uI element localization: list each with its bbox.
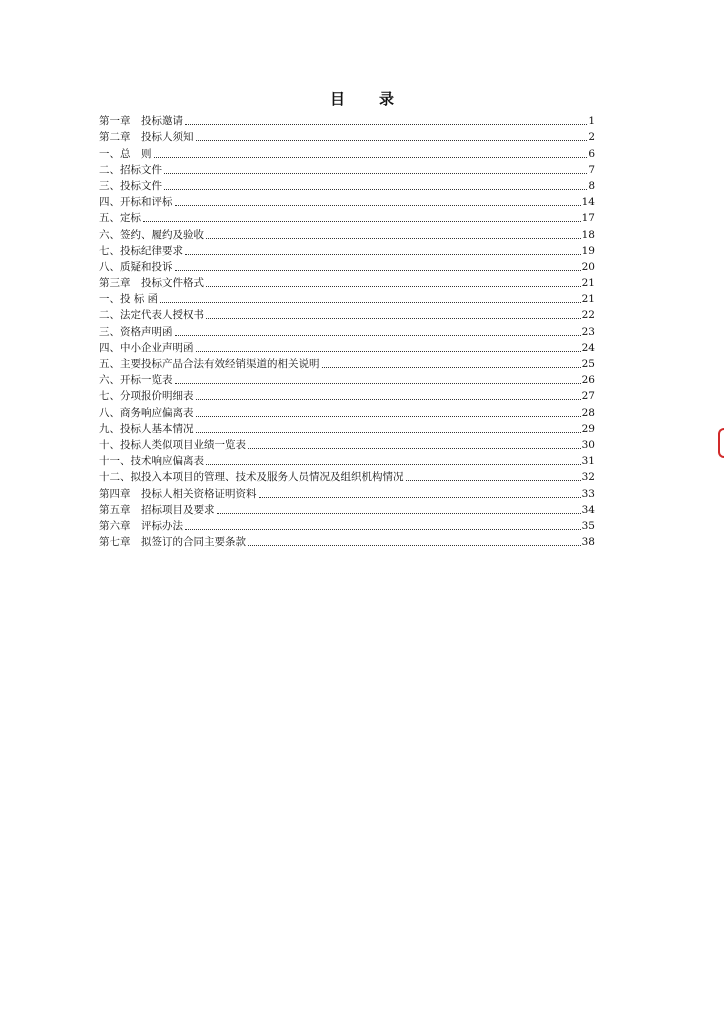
toc-page-number: 7 — [588, 163, 595, 176]
title-char-2: 录 — [379, 90, 395, 108]
toc-entry-label: 七、投标纪律要求 — [99, 244, 183, 257]
toc-leader-dots — [196, 431, 581, 433]
toc-page-number: 34 — [581, 503, 595, 516]
toc-entry-label: 第五章 招标项目及要求 — [99, 503, 215, 516]
toc-entry[interactable] — [99, 144, 595, 160]
toc-entry[interactable] — [99, 290, 595, 306]
toc-page-number: 21 — [581, 293, 595, 306]
toc-page-number: 1 — [588, 115, 595, 128]
toc-entry-label: 五、定标 — [99, 212, 141, 225]
toc-entry[interactable] — [99, 420, 595, 436]
toc-entry[interactable] — [99, 339, 595, 355]
toc-page-number: 26 — [581, 374, 595, 387]
toc-page-number: 17 — [581, 212, 595, 225]
toc-entry-label: 一、总 则 — [99, 147, 152, 160]
toc-leader-dots — [160, 301, 580, 303]
toc-leader-dots — [206, 285, 581, 287]
toc-entry[interactable] — [99, 193, 595, 209]
toc-page-number: 22 — [581, 309, 595, 322]
toc-page-number: 6 — [588, 147, 595, 160]
toc-page-number: 33 — [581, 487, 595, 500]
toc-entry-label: 十一、技术响应偏离表 — [99, 455, 204, 468]
toc-entry-label: 七、分项报价明细表 — [99, 390, 194, 403]
toc-leader-dots — [154, 156, 588, 158]
toc-entry[interactable] — [99, 387, 595, 403]
toc-leader-dots — [206, 237, 581, 239]
toc-entry-label: 四、中小企业声明函 — [99, 341, 194, 354]
toc-entry[interactable] — [99, 436, 595, 452]
toc-entry-label: 第七章 拟签订的合同主要条款 — [99, 536, 246, 549]
toc-page-number: 35 — [581, 519, 595, 532]
toc-leader-dots — [175, 269, 581, 271]
toc-leader-dots — [322, 366, 581, 368]
toc-leader-dots — [185, 528, 581, 530]
toc-entry-label: 三、投标文件 — [99, 179, 162, 192]
toc-page-number: 27 — [581, 390, 595, 403]
toc-entry-label: 第一章 投标邀请 — [99, 115, 183, 128]
toc-entry[interactable] — [99, 403, 595, 419]
toc-leader-dots — [248, 544, 581, 546]
toc-page-number: 20 — [581, 260, 595, 273]
toc-entry[interactable] — [99, 468, 595, 484]
title-char-1: 目 — [329, 90, 345, 108]
toc-leader-dots — [248, 447, 581, 449]
toc-page-number: 38 — [581, 536, 595, 549]
toc-entry[interactable] — [99, 209, 595, 225]
toc-entry[interactable] — [99, 128, 595, 144]
toc-page-number: 23 — [581, 325, 595, 338]
table-of-contents — [99, 112, 595, 549]
toc-page-number: 31 — [581, 455, 595, 468]
toc-entry[interactable] — [99, 306, 595, 322]
toc-entry-label: 六、开标一览表 — [99, 374, 173, 387]
toc-page-number: 29 — [581, 422, 595, 435]
toc-entry[interactable] — [99, 161, 595, 177]
toc-page-number: 25 — [581, 358, 595, 370]
toc-entry-label: 五、主要投标产品合法有效经销渠道的相关说明 — [99, 358, 320, 370]
toc-entry[interactable] — [99, 258, 595, 274]
toc-entry[interactable] — [99, 355, 595, 371]
toc-entry-label: 十二、拟投入本项目的管理、技术及服务人员情况及组织机构情况 — [99, 471, 404, 484]
toc-page-number: 21 — [581, 277, 595, 290]
toc-page-number: 8 — [588, 179, 595, 192]
toc-leader-dots — [196, 139, 588, 141]
toc-entry-label: 八、质疑和投诉 — [99, 260, 173, 273]
toc-entry-label: 二、法定代表人授权书 — [99, 309, 204, 322]
toc-entry-label: 第三章 投标文件格式 — [99, 277, 204, 290]
toc-entry[interactable] — [99, 517, 595, 533]
page-title — [0, 88, 724, 109]
toc-page-number: 32 — [581, 471, 595, 484]
toc-entry-label: 四、开标和评标 — [99, 196, 173, 209]
toc-entry-label: 二、招标文件 — [99, 163, 162, 176]
toc-leader-dots — [206, 317, 581, 319]
toc-entry[interactable] — [99, 484, 595, 500]
toc-leader-dots — [185, 253, 581, 255]
toc-entry[interactable] — [99, 177, 595, 193]
toc-page-number: 2 — [588, 131, 595, 144]
toc-entry-label: 一、投 标 函 — [99, 293, 159, 306]
toc-entry[interactable] — [99, 501, 595, 517]
toc-entry[interactable] — [99, 242, 595, 258]
toc-leader-dots — [196, 350, 581, 352]
toc-entry-label: 第四章 投标人相关资格证明资料 — [99, 487, 257, 500]
toc-leader-dots — [259, 496, 581, 498]
toc-entry-label: 九、投标人基本情况 — [99, 422, 194, 435]
toc-entry-label: 六、签约、履约及验收 — [99, 228, 204, 241]
toc-entry[interactable] — [99, 452, 595, 468]
toc-entry-label: 第六章 评标办法 — [99, 519, 183, 532]
toc-leader-dots — [185, 123, 587, 125]
toc-entry-label: 八、商务响应偏离表 — [99, 406, 194, 419]
red-seal-stamp-edge — [718, 428, 724, 458]
toc-leader-dots — [196, 398, 581, 400]
toc-page-number: 18 — [581, 228, 595, 241]
toc-page-number: 28 — [581, 406, 595, 419]
toc-entry-label: 十、投标人类似项目业绩一览表 — [99, 438, 246, 451]
toc-leader-dots — [175, 204, 581, 206]
toc-leader-dots — [206, 463, 581, 465]
toc-entry[interactable] — [99, 112, 595, 128]
toc-entry[interactable] — [99, 225, 595, 241]
toc-entry[interactable] — [99, 322, 595, 338]
toc-page-number: 24 — [581, 341, 595, 354]
toc-leader-dots — [175, 382, 581, 384]
toc-leader-dots — [175, 334, 581, 336]
toc-entry[interactable] — [99, 274, 595, 290]
toc-page-number: 14 — [581, 196, 595, 209]
toc-entry[interactable] — [99, 533, 595, 549]
toc-leader-dots — [406, 479, 581, 481]
toc-leader-dots — [143, 220, 581, 222]
toc-entry-label: 三、资格声明函 — [99, 325, 173, 338]
toc-entry[interactable] — [99, 371, 595, 387]
toc-entry-label: 第二章 投标人须知 — [99, 131, 194, 144]
toc-leader-dots — [196, 415, 581, 417]
toc-leader-dots — [164, 188, 587, 190]
toc-page-number: 30 — [581, 438, 595, 451]
toc-page-number: 19 — [581, 244, 595, 257]
toc-leader-dots — [164, 172, 587, 174]
toc-leader-dots — [217, 512, 581, 514]
